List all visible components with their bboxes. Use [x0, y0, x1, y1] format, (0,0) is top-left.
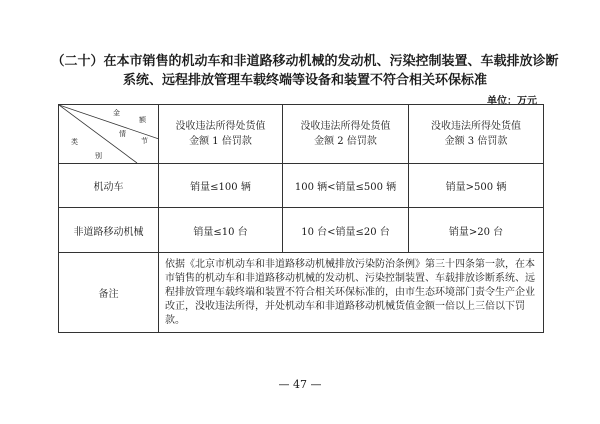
corner-circ-1: 情 [119, 130, 126, 138]
row-cell: 100 辆<销量≤500 辆 [283, 164, 409, 208]
row-cell: 销量>20 台 [409, 208, 544, 253]
table-header-row [59, 105, 544, 164]
diagonal-header-cell [59, 105, 159, 164]
row-category: 机动车 [59, 164, 159, 208]
header-col-3: 没收违法所得处货值金额 3 倍罚款 [409, 105, 544, 164]
penalty-table [58, 104, 544, 333]
note-row [59, 253, 544, 333]
row-cell: 销量≤10 台 [159, 208, 283, 253]
diagonal-lines [59, 105, 159, 163]
corner-amount-2: 额 [139, 116, 146, 124]
title-line-2: 系统、远程排放管理车载终端等设备和装置不符合相关环保标准 [122, 73, 487, 88]
header-col-1: 没收违法所得处货值金额 1 倍罚款 [159, 105, 283, 164]
corner-amount-1: 金 [113, 109, 120, 117]
header-col-2: 没收违法所得处货值金额 2 倍罚款 [283, 105, 409, 164]
row-category: 非道路移动机械 [59, 208, 159, 253]
note-text: 依据《北京市机动车和非道路移动机械排放污染防治条例》第三十四条第一款，在本市销售的机动车和非道路移动机械的发动机、污染控制装置、车载排放诊断系统、远程排放管理车载终端和装置不符合相关环保标准的，由市生态环境部门责令生产企业改正，没收违法所得，并处机动车和非道路移动机械货值金额一倍以上三倍以下罚款。 [159, 253, 544, 333]
unit-label: 单位：万元 [487, 96, 537, 107]
note-label: 备注 [59, 253, 159, 333]
table-row [59, 208, 544, 253]
document-title [40, 52, 570, 90]
row-cell: 销量>500 辆 [409, 164, 544, 208]
title-line-1: （二十）在本市销售的机动车和非道路移动机械的发动机、污染控制装置、车载排放诊断 [51, 54, 559, 69]
row-cell: 10 台<销量≤20 台 [283, 208, 409, 253]
page-number: — 47 — [278, 378, 322, 391]
corner-cat-2: 别 [95, 152, 102, 160]
table-row [59, 164, 544, 208]
corner-cat-1: 类 [71, 138, 78, 146]
row-cell: 销量≤100 辆 [159, 164, 283, 208]
corner-circ-2: 节 [141, 137, 148, 145]
